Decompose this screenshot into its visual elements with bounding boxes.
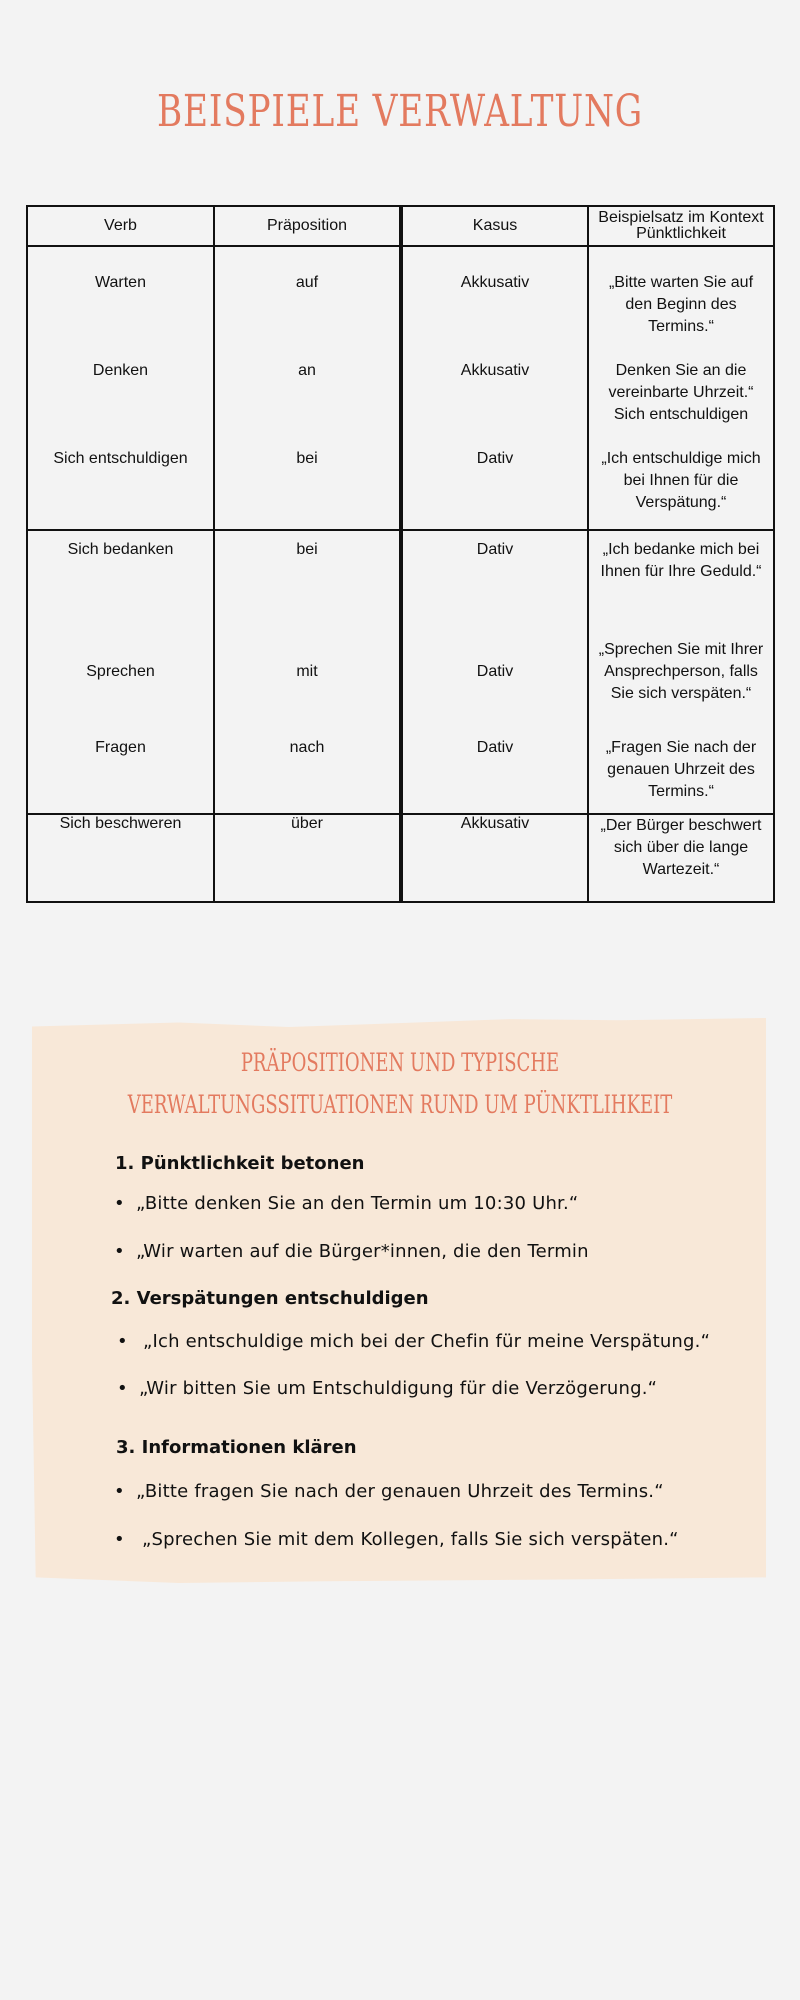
preposition: an — [298, 362, 316, 379]
verb: Sich entschuldigen — [53, 450, 188, 467]
preposition-cell — [214, 246, 401, 530]
sentence-cell: „Der Bürger beschwert sich über die lange Wartezeit.“ — [588, 814, 774, 902]
example-sentence: „Ich bedanke mich bei Ihnen für Ihre Geduld.“ — [600, 541, 762, 580]
sentence-cell — [588, 530, 774, 814]
header-kasus: Kasus — [401, 206, 588, 246]
preposition: nach — [289, 739, 325, 756]
example-sentence: „Ich entschuldige mich bei Ihnen für die Verspätung.“ — [601, 450, 761, 511]
list-item: • „Ich entschuldige mich bei der Chefin für meine Verspätung.“ — [117, 1331, 711, 1352]
header-example-sentence: Beispielsatz im Kontext Pünktlichkeit — [588, 206, 774, 246]
preposition: mit — [296, 663, 318, 680]
verb: Sich bedanken — [67, 541, 174, 558]
example-sentence: „Sprechen Sie mit Ihrer Ansprechperson, falls Sie sich verspäten.“ — [598, 641, 764, 702]
kasus: Dativ — [476, 541, 514, 558]
kasus-cell — [401, 246, 588, 530]
verb-cell — [27, 246, 214, 530]
verb: Denken — [92, 362, 149, 379]
table-row-group-2 — [27, 530, 774, 814]
kasus-cell — [401, 530, 588, 814]
bullet-icon: • — [114, 1193, 125, 1214]
verb-preposition-table — [26, 205, 775, 903]
table-row-group-3 — [27, 814, 774, 902]
table-header-row — [27, 206, 774, 246]
bullet-icon: • — [114, 1529, 125, 1550]
page-title: BEISPIELE VERWALTUNG — [157, 86, 643, 137]
list-item: • „Bitte denken Sie an den Termin um 10:30 Uhr.“ — [114, 1193, 579, 1214]
example-sentence: „Bitte warten Sie auf den Beginn des Termins.“ — [608, 274, 754, 335]
kasus: Dativ — [476, 663, 514, 680]
preposition: auf — [295, 274, 319, 291]
preposition-cell — [214, 530, 401, 814]
bullet-icon: • — [114, 1481, 125, 1502]
kasus-cell: Akkusativ — [401, 814, 588, 902]
list-item: • „Wir warten auf die Bürger*innen, die den Termin — [114, 1241, 589, 1262]
kasus: Akkusativ — [460, 274, 530, 291]
list-item: • „Wir bitten Sie um Entschuldigung für die Verzögerung.“ — [117, 1378, 658, 1399]
sentence-cell — [588, 246, 774, 530]
verb-cell: Sich beschweren — [27, 814, 214, 902]
bullet-icon: • — [117, 1378, 128, 1399]
example-sentence: Denken Sie an die vereinbarte Uhrzeit.“ Sich entschuldigen — [608, 362, 754, 423]
bullet-icon: • — [117, 1331, 128, 1352]
list-item: • „Bitte fragen Sie nach der genauen Uhrzeit des Termins.“ — [114, 1481, 664, 1502]
section-heading-delays: 2. Verspätungen entschuldigen — [111, 1288, 429, 1309]
section-heading-punctuality: 1. Pünktlichkeit betonen — [115, 1153, 365, 1174]
box-title-line-1: PRÄPOSITIONEN UND TYPISCHE — [240, 1048, 560, 1077]
preposition: bei — [296, 541, 318, 558]
header-verb: Verb — [27, 206, 214, 246]
box-title-line-2: VERWALTUNGSSITUATIONEN RUND UM PÜNKTLIHKEIT — [127, 1090, 673, 1119]
preposition-cell: über — [214, 814, 401, 902]
kasus: Akkusativ — [460, 362, 530, 379]
preposition: bei — [296, 450, 318, 467]
kasus: Dativ — [476, 739, 514, 756]
verb: Warten — [95, 274, 146, 291]
table-row-group-1 — [27, 246, 774, 530]
header-preposition: Präposition — [214, 206, 401, 246]
verb-cell — [27, 530, 214, 814]
verb: Sprechen — [86, 663, 155, 680]
example-sentence: „Fragen Sie nach der genauen Uhrzeit des Termins.“ — [605, 739, 757, 800]
section-heading-information: 3. Informationen klären — [116, 1437, 357, 1458]
bullet-icon: • — [114, 1241, 125, 1262]
verb: Fragen — [95, 739, 146, 756]
list-item: • „Sprechen Sie mit dem Kollegen, falls Sie sich verspäten.“ — [114, 1529, 679, 1550]
kasus: Dativ — [476, 450, 514, 467]
